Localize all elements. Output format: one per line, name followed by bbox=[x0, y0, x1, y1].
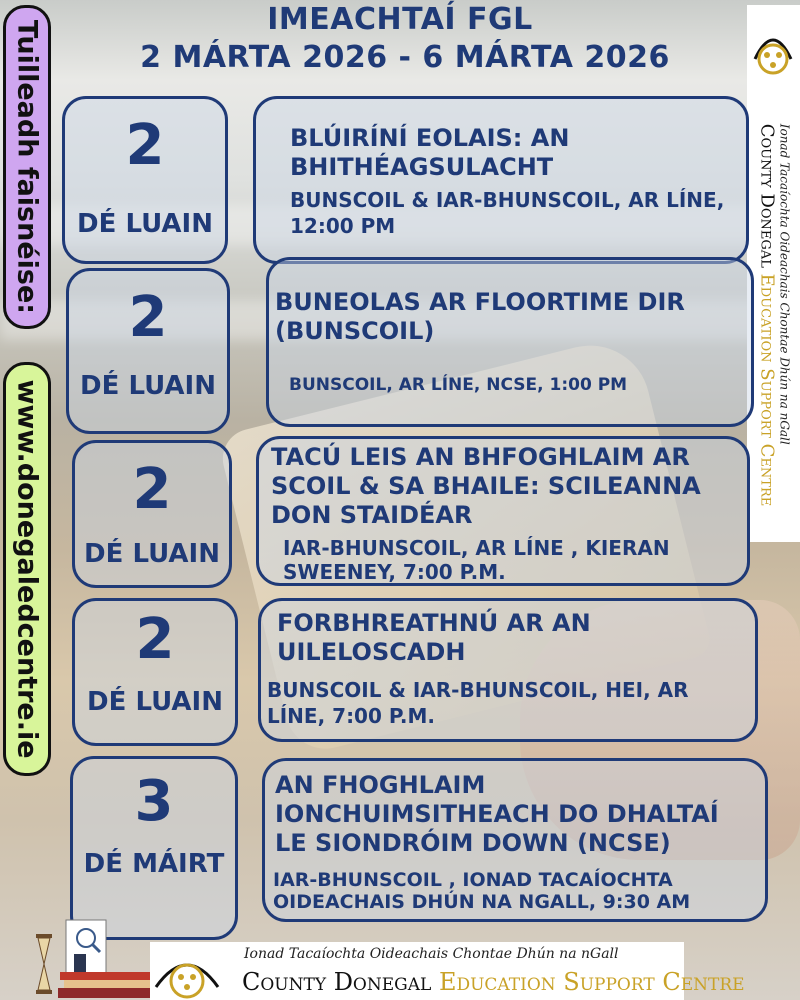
footer-logo-county: County Donegal bbox=[242, 968, 432, 996]
logo-emblem-icon bbox=[152, 943, 222, 999]
date-number: 2 bbox=[125, 113, 165, 178]
date-day-name: DÉ MÁIRT bbox=[83, 849, 225, 879]
event-card[interactable] bbox=[256, 436, 750, 586]
date-number: 3 bbox=[134, 769, 174, 834]
more-info-label: Tuilleadh faisnéise: bbox=[11, 19, 43, 315]
website-link[interactable]: www.donegaledcentre.ie bbox=[11, 379, 43, 759]
event-title: BLÚIRÍNÍ EOLAIS: AN BHITHÉAGSULACHT bbox=[290, 124, 570, 181]
event-detail: IAR-BHUNSCOIL , IONAD TACAÍOCHTA OIDEACHAIS DHÚN NA NGALL, 9:30 AM bbox=[273, 869, 691, 913]
more-info-pill bbox=[3, 5, 51, 329]
date-day-name: DÉ LUAIN bbox=[84, 539, 220, 569]
date-box bbox=[72, 440, 232, 588]
event-title: BUNEOLAS AR FLOORTIME DIR (BUNSCOIL) bbox=[275, 288, 685, 345]
event-detail: IAR-BHUNSCOIL, AR LÍNE , KIERAN SWEENEY, 7:00 P.M. bbox=[283, 536, 670, 584]
page-title: IMEACHTAÍ FGL bbox=[267, 2, 533, 37]
books-hourglass-illustration bbox=[30, 910, 170, 1000]
date-number: 2 bbox=[128, 285, 168, 350]
event-card[interactable] bbox=[262, 758, 768, 922]
date-box bbox=[72, 598, 238, 746]
date-number: 2 bbox=[132, 457, 172, 522]
website-pill[interactable] bbox=[3, 362, 51, 776]
date-day-name: DÉ LUAIN bbox=[80, 371, 216, 401]
event-card[interactable] bbox=[266, 257, 754, 427]
event-detail: BUNSCOIL & IAR-BHUNSCOIL, AR LÍNE, 12:00 PM bbox=[290, 188, 725, 238]
logo-vertical-text bbox=[756, 124, 791, 507]
date-range: 2 MÁRTA 2026 - 6 MÁRTA 2026 bbox=[140, 40, 670, 75]
logo-irish-name: Ionad Tacaíochta Oideachais Chontae Dhún na nGall bbox=[777, 123, 791, 445]
date-day-name: DÉ LUAIN bbox=[87, 687, 223, 717]
event-title: TACÚ LEIS AN BHFOGHLAIM AR SCOIL & SA BHAILE: SCILEANNA DON STAIDÉAR bbox=[271, 443, 701, 529]
logo-vertical bbox=[747, 5, 800, 542]
footer-logo-english bbox=[242, 968, 745, 996]
footer-logo-centre: Education Support Centre bbox=[438, 968, 745, 996]
event-detail: BUNSCOIL & IAR-BHUNSCOIL, HEI, AR LÍNE, 7:00 P.M. bbox=[267, 678, 689, 728]
logo-emblem-icon bbox=[751, 19, 795, 79]
logo-english-name bbox=[756, 124, 777, 507]
date-number: 2 bbox=[135, 607, 175, 672]
event-card[interactable] bbox=[258, 598, 758, 742]
footer-logo-irish: Ionad Tacaíochta Oideachais Chontae Dhún na nGall bbox=[244, 946, 619, 962]
event-title: FORBHREATHNÚ AR AN UILELOSCADH bbox=[277, 609, 591, 666]
event-detail: BUNSCOIL, AR LÍNE, NCSE, 1:00 PM bbox=[289, 375, 628, 395]
logo-english-county: County Donegal bbox=[756, 123, 777, 268]
logo-english-centre: Education Support Centre bbox=[756, 273, 777, 507]
date-box bbox=[66, 268, 230, 434]
logo-horizontal bbox=[150, 942, 745, 1000]
date-day-name: DÉ LUAIN bbox=[77, 209, 213, 239]
event-title: AN FHOGHLAIM IONCHUIMSITHEACH DO DHALTAÍ LE SIONDRÓIM DOWN (NCSE) bbox=[275, 771, 719, 857]
event-card[interactable] bbox=[253, 96, 749, 264]
date-box bbox=[62, 96, 228, 264]
